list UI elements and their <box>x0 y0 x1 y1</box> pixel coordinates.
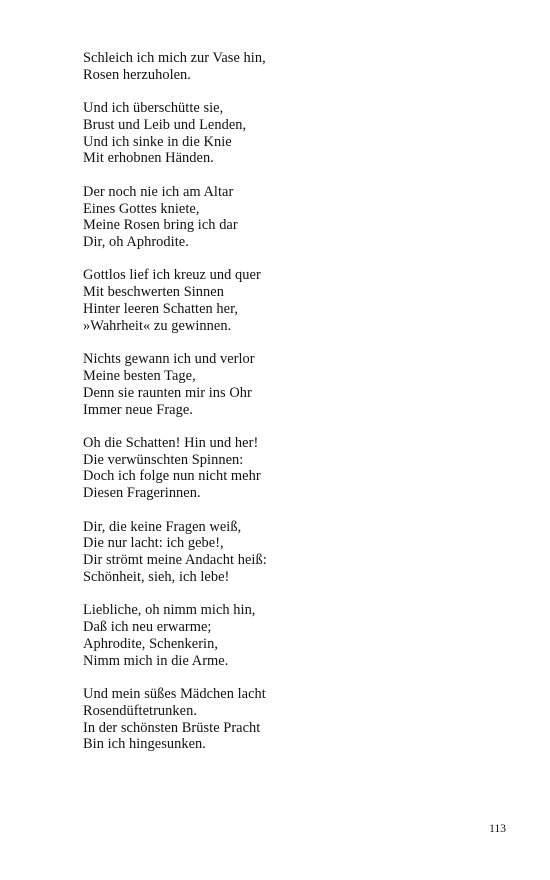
poem-line: In der schönsten Brüste Pracht <box>83 719 261 736</box>
stanza-1 <box>83 50 503 84</box>
poem-line: Die verwünschten Spinnen: <box>83 451 244 468</box>
poem-line: Eines Gottes kniete, <box>83 200 200 217</box>
poem-line: Meine Rosen bring ich dar <box>83 217 238 234</box>
poem-line: »Wahrheit« zu gewinnen. <box>83 317 232 334</box>
poem-line: Aphrodite, Schenkerin, <box>83 635 218 652</box>
poem-line: Mit erhobnen Händen. <box>83 150 214 167</box>
poem-line: Und mein süßes Mädchen lacht <box>83 685 266 702</box>
poem-line: Nichts gewann ich und verlor <box>83 351 255 368</box>
poem-line: Denn sie raunten mir ins Ohr <box>83 384 252 401</box>
poem-line: Und ich sinke in die Knie <box>83 133 232 150</box>
poem-line: Der noch nie ich am Altar <box>83 183 234 200</box>
poem-line: Oh die Schatten! Hin und her! <box>83 434 259 451</box>
stanza-6 <box>83 435 503 502</box>
poem-line: Hinter leeren Schatten her, <box>83 301 239 318</box>
poem-line: Bin ich hingesunken. <box>83 736 206 753</box>
poem-line: Gottlos lief ich kreuz und quer <box>83 267 261 284</box>
poem-line: Meine besten Tage, <box>83 367 196 384</box>
poem-line: Die nur lacht: ich gebe!, <box>83 535 224 552</box>
stanza-5 <box>83 351 503 418</box>
page-number: 113 <box>489 823 506 835</box>
poem-line: Nimm mich in die Arme. <box>83 652 229 669</box>
poem-line: Und ich überschütte sie, <box>83 100 224 117</box>
poem-line: Dir strömt meine Andacht heiß: <box>83 552 267 569</box>
poem-line: Rosen herzuholen. <box>83 66 191 83</box>
poem-line: Schleich ich mich zur Vase hin, <box>83 50 266 66</box>
poem-line: Rosendüftetrunken. <box>83 702 198 719</box>
stanza-4 <box>83 267 503 334</box>
poem-line: Daß ich neu erwarme; <box>83 619 212 636</box>
poem-line: Mit beschwerten Sinnen <box>83 284 224 301</box>
poem-text <box>83 50 503 770</box>
poem-line: Dir, die keine Fragen weiß, <box>83 518 242 535</box>
stanza-2 <box>83 100 503 167</box>
poem-line: Schönheit, sieh, ich lebe! <box>83 568 230 585</box>
poem-line: Doch ich folge nun nicht mehr <box>83 468 261 485</box>
poem-line: Liebliche, oh nimm mich hin, <box>83 602 256 619</box>
stanza-7 <box>83 519 503 586</box>
stanza-3 <box>83 184 503 251</box>
stanza-9 <box>83 686 503 753</box>
poem-line: Diesen Fragerinnen. <box>83 485 201 502</box>
stanza-8 <box>83 602 503 669</box>
poem-line: Immer neue Frage. <box>83 401 193 418</box>
poem-line: Brust und Leib und Lenden, <box>83 116 247 133</box>
poem-line: Dir, oh Aphrodite. <box>83 234 189 251</box>
